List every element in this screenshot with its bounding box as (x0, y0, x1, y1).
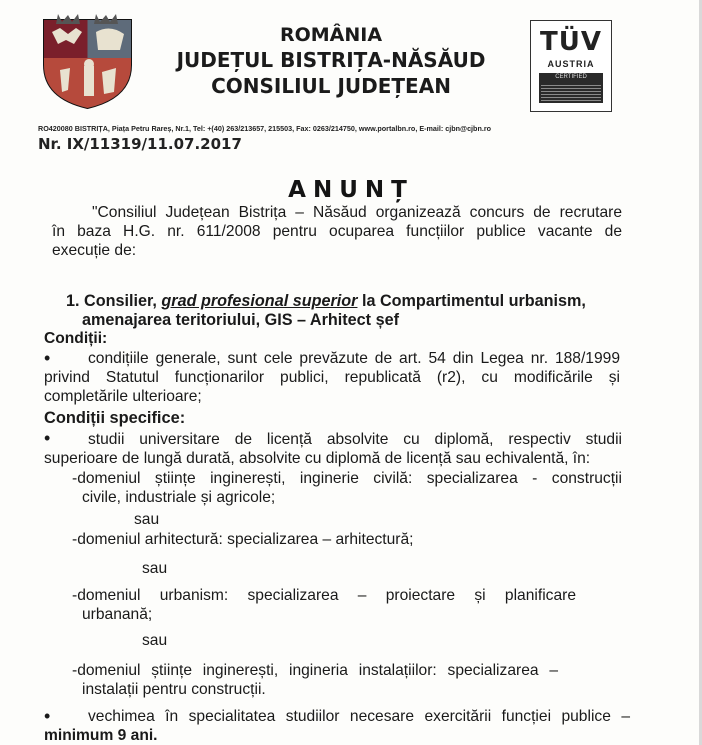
specific-conditions-heading: Condiții specifice: (44, 409, 186, 427)
position-heading-line2: amenajarea teritoriului, GIS – Arhitect șef (82, 311, 399, 329)
domain-line: -domeniul științe inginerești, inginerie civilă: specializarea - construcții (72, 470, 622, 487)
domain-line: civile, industriale și agricole; (82, 489, 276, 506)
or-word: sau (142, 560, 168, 577)
header-council: CONSILIUL JUDEȚEAN (211, 74, 451, 98)
address-line: RO420080 BISTRIȚA, Piața Petru Rareș, Nr.1, Tel: +(40) 263/213657, 215503, Fax: 0263/214750, www.portalbn.ro, E-mail: cjbn@cjbn.ro (38, 124, 492, 133)
bullet-icon: • (44, 706, 51, 726)
seniority-line: vechimea în specialitatea studiilor necesare exercitării funcției publice – (88, 708, 630, 725)
intro-line: "Consiliul Județean Bistrița – Năsăud organizează concurs de recrutare (92, 204, 622, 221)
tuv-cert-label: CERTIFIED (555, 74, 587, 80)
tuv-certification-badge (530, 20, 612, 112)
position-grade: grad profesional superior (161, 292, 358, 310)
header-country: ROMÂNIA (279, 24, 383, 46)
intro-line: execuție de: (52, 242, 137, 259)
studies-line: studii universitare de licență absolvite cu diplomă, respectiv studii (88, 431, 622, 448)
general-condition-line: privind Statutul funcționarilor publici, republicată (r2), cu modificările și (44, 369, 620, 386)
general-condition-line: completările ulterioare; (44, 388, 202, 405)
domain-line: -domeniul științe inginerești, ingineria instalațiilor: specializarea – (72, 662, 558, 679)
bullet-icon: • (44, 428, 51, 448)
position-rest: la Compartimentul urbanism, (357, 292, 586, 310)
position-prefix: 1. Consilier, (66, 292, 162, 310)
tuv-country: AUSTRIA (547, 59, 595, 69)
intro-line: în baza H.G. nr. 611/2008 pentru ocuparea funcțiilor publice vacante de (52, 223, 622, 240)
bullet-icon: • (44, 348, 51, 368)
or-word: sau (142, 632, 168, 649)
document-title: ANUNȚ (288, 177, 414, 203)
or-word: sau (134, 511, 160, 528)
seniority-minimum: minimum 9 ani. (44, 727, 158, 744)
domain-line: -domeniul arhitectură: specializarea – arhitectură; (72, 531, 414, 548)
position-heading (66, 292, 586, 311)
domain-line: instalații pentru construcții. (82, 681, 266, 698)
studies-line: superioare de lungă durată, absolvite cu diplomă de licență sau echivalentă, în: (44, 450, 591, 467)
header-county: JUDEȚUL BISTRIȚA-NĂSĂUD (176, 48, 486, 72)
tuv-logo: TÜV (540, 27, 602, 57)
tuv-cert-lines (541, 83, 601, 101)
domain-line: -domeniul urbanism: specializarea – proiectare și planificare (72, 587, 576, 604)
general-condition-line: condițiile generale, sunt cele prevăzute de art. 54 din Legea nr. 188/1999 (88, 350, 620, 367)
registration-number: Nr. IX/11319/11.07.2017 (38, 135, 242, 153)
domain-line: urbanană; (82, 606, 153, 623)
conditions-heading: Condiții: (44, 330, 108, 347)
